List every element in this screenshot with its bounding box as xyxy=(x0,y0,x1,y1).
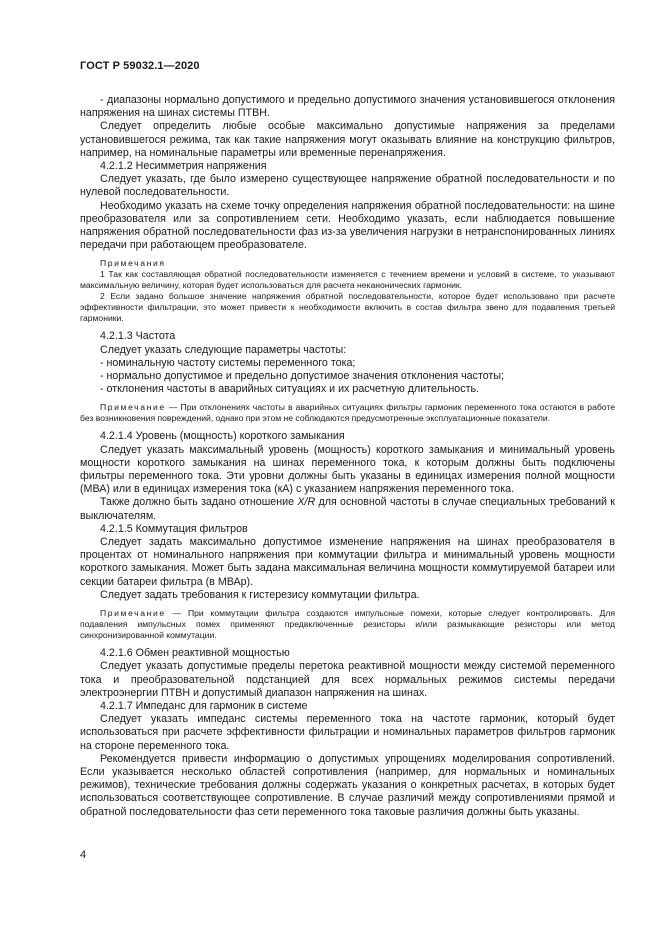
list-item: - нормально допустимое и предельно допустимое значения отклонения частоты; xyxy=(100,370,504,383)
section-heading: 4.2.1.5 Коммутация фильтров xyxy=(100,522,248,535)
note-label: Примечание xyxy=(100,608,166,619)
note-label: Примечание xyxy=(100,402,166,413)
note-text: — При отклонениях частоты в аварийных ситуациях фильтры гармоник переменного тока остаются в работе без возникновения повреждений, однако при этом не соблюдаются предусмотренные эксплуатационные показатели. xyxy=(80,402,615,424)
note-paragraph xyxy=(80,608,615,641)
note-item: 2 Если задано большое значение напряжения обратной последовательности, которое будет использовано при расчете эффективности фильтрации, это может привести к необходимости включить в состав фильтра звено для подавления третьей гармоники. xyxy=(80,291,615,324)
paragraph xyxy=(80,496,615,522)
paragraph: Необходимо указать на схеме точку определения напряжения обратной последовательности: на шине преобразователя или за сопротивлением сети. Необходимо указать, если наблюдается повышение напряжения обратной последовательности фаз из-за увеличения нагрузки в нетранспонированных линиях передачи при работающем преобразователе. xyxy=(80,199,615,252)
note-paragraph xyxy=(80,402,615,424)
page-content xyxy=(80,94,615,819)
text-run: Также должно быть задано отношение xyxy=(100,496,298,509)
paragraph: Следует указать импеданс системы переменного тока на частоте гармоник, который будет использоваться при расчете эффективности фильтрации и номинальных параметров фильтров гармоник на стороне переменного тока. xyxy=(80,713,615,752)
paragraph: Следует указать максимальный уровень (мощность) короткого замыкания и минимальный уровень мощности короткого замыкания на шинах переменного тока, к которым должны быть подключены фильтры переменного тока. Эти уровни должны быть указаны в единицах измерения полной мощности (МВА) или в единицах измерения тока (кА) с указанием напряжения переменного тока. xyxy=(80,443,615,496)
ratio-symbol: X/R xyxy=(297,496,316,509)
note-item: 1 Так как составляющая обратной последовательности изменяется с течением времени и условий в системе, то указывают максимальную величину, которая будет использоваться для расчета неканонических гармоник. xyxy=(80,269,615,291)
paragraph: Следует задать требования к гистерезису коммутации фильтра. xyxy=(100,588,420,601)
section-heading: 4.2.1.6 Обмен реактивной мощностью xyxy=(100,647,290,660)
section-heading: 4.2.1.3 Частота xyxy=(100,330,176,343)
page-number: 4 xyxy=(80,849,87,861)
paragraph: Следует указать допустимые пределы перетока реактивной мощности между системой переменного тока и преобразовательной подстанцией для всех нормальных режимов системы передачи электроэнергии ПТВН и допустимый диапазон напряжения на шинах. xyxy=(80,660,615,699)
text-run: для основной частоты в случае специальных требований к выключателям. xyxy=(80,496,615,522)
note-text: — При коммутации фильтра создаются импульсные помехи, которые следует контролировать. Для подавления импульсных помех применяют предвключенные резисторы и/или размыкающие резисторы или метод синхронизированной коммутации. xyxy=(80,608,615,641)
list-item: - отклонения частоты в аварийных ситуациях и их расчетную длительность. xyxy=(100,383,479,396)
list-item: - номинальную частоту системы переменного тока; xyxy=(100,356,356,369)
page-header: ГОСТ Р 59032.1—2020 xyxy=(80,60,200,72)
paragraph: - диапазоны нормально допустимого и предельно допустимого значения установившегося отклонения напряжения на шинах системы ПТВН. xyxy=(80,94,615,120)
paragraph: Следует задать максимально допустимое изменение напряжения на шинах преобразователя в процентах от номинального напряжения при коммутации фильтра и минимальный уровень мощности короткого замыкания. Может быть задана максимальная величина мощности коммутируемой батареи или секции батареи фильтра (в МВАр). xyxy=(80,536,615,588)
paragraph: Следует определить любые особые максимально допустимые напряжения за пределами установившегося режима, так как такие напряжения могут оказывать влияние на конструкцию фильтров, например, на номинальные параметры или временные перенапряжения. xyxy=(80,120,615,159)
section-heading: 4.2.1.7 Импеданс для гармоник в системе xyxy=(100,699,308,712)
paragraph: Следует указать следующие параметры частоты: xyxy=(100,343,347,356)
section-heading: 4.2.1.4 Уровень (мощность) короткого замыкания xyxy=(100,430,345,443)
paragraph: Рекомендуется привести информацию о допустимых упрощениях моделирования сопротивлений. Если указывается несколько областей сопротивления (например, для нормальных и номинальных режимов), технические требования должны содержать указания о конкретных расчетах, в которых будет использоваться соответствующее сопротивление. В случае различий между сопротивлениями прямой и обратной последовательности фаз сети переменного тока таковые различия должны быть указаны. xyxy=(80,752,615,818)
paragraph: Следует указать, где было измерено существующее напряжение обратной последовательности и по нулевой последовательности. xyxy=(80,173,615,199)
section-heading: 4.2.1.2 Несимметрия напряжения xyxy=(100,160,267,173)
note-title: Примечания xyxy=(100,258,166,269)
